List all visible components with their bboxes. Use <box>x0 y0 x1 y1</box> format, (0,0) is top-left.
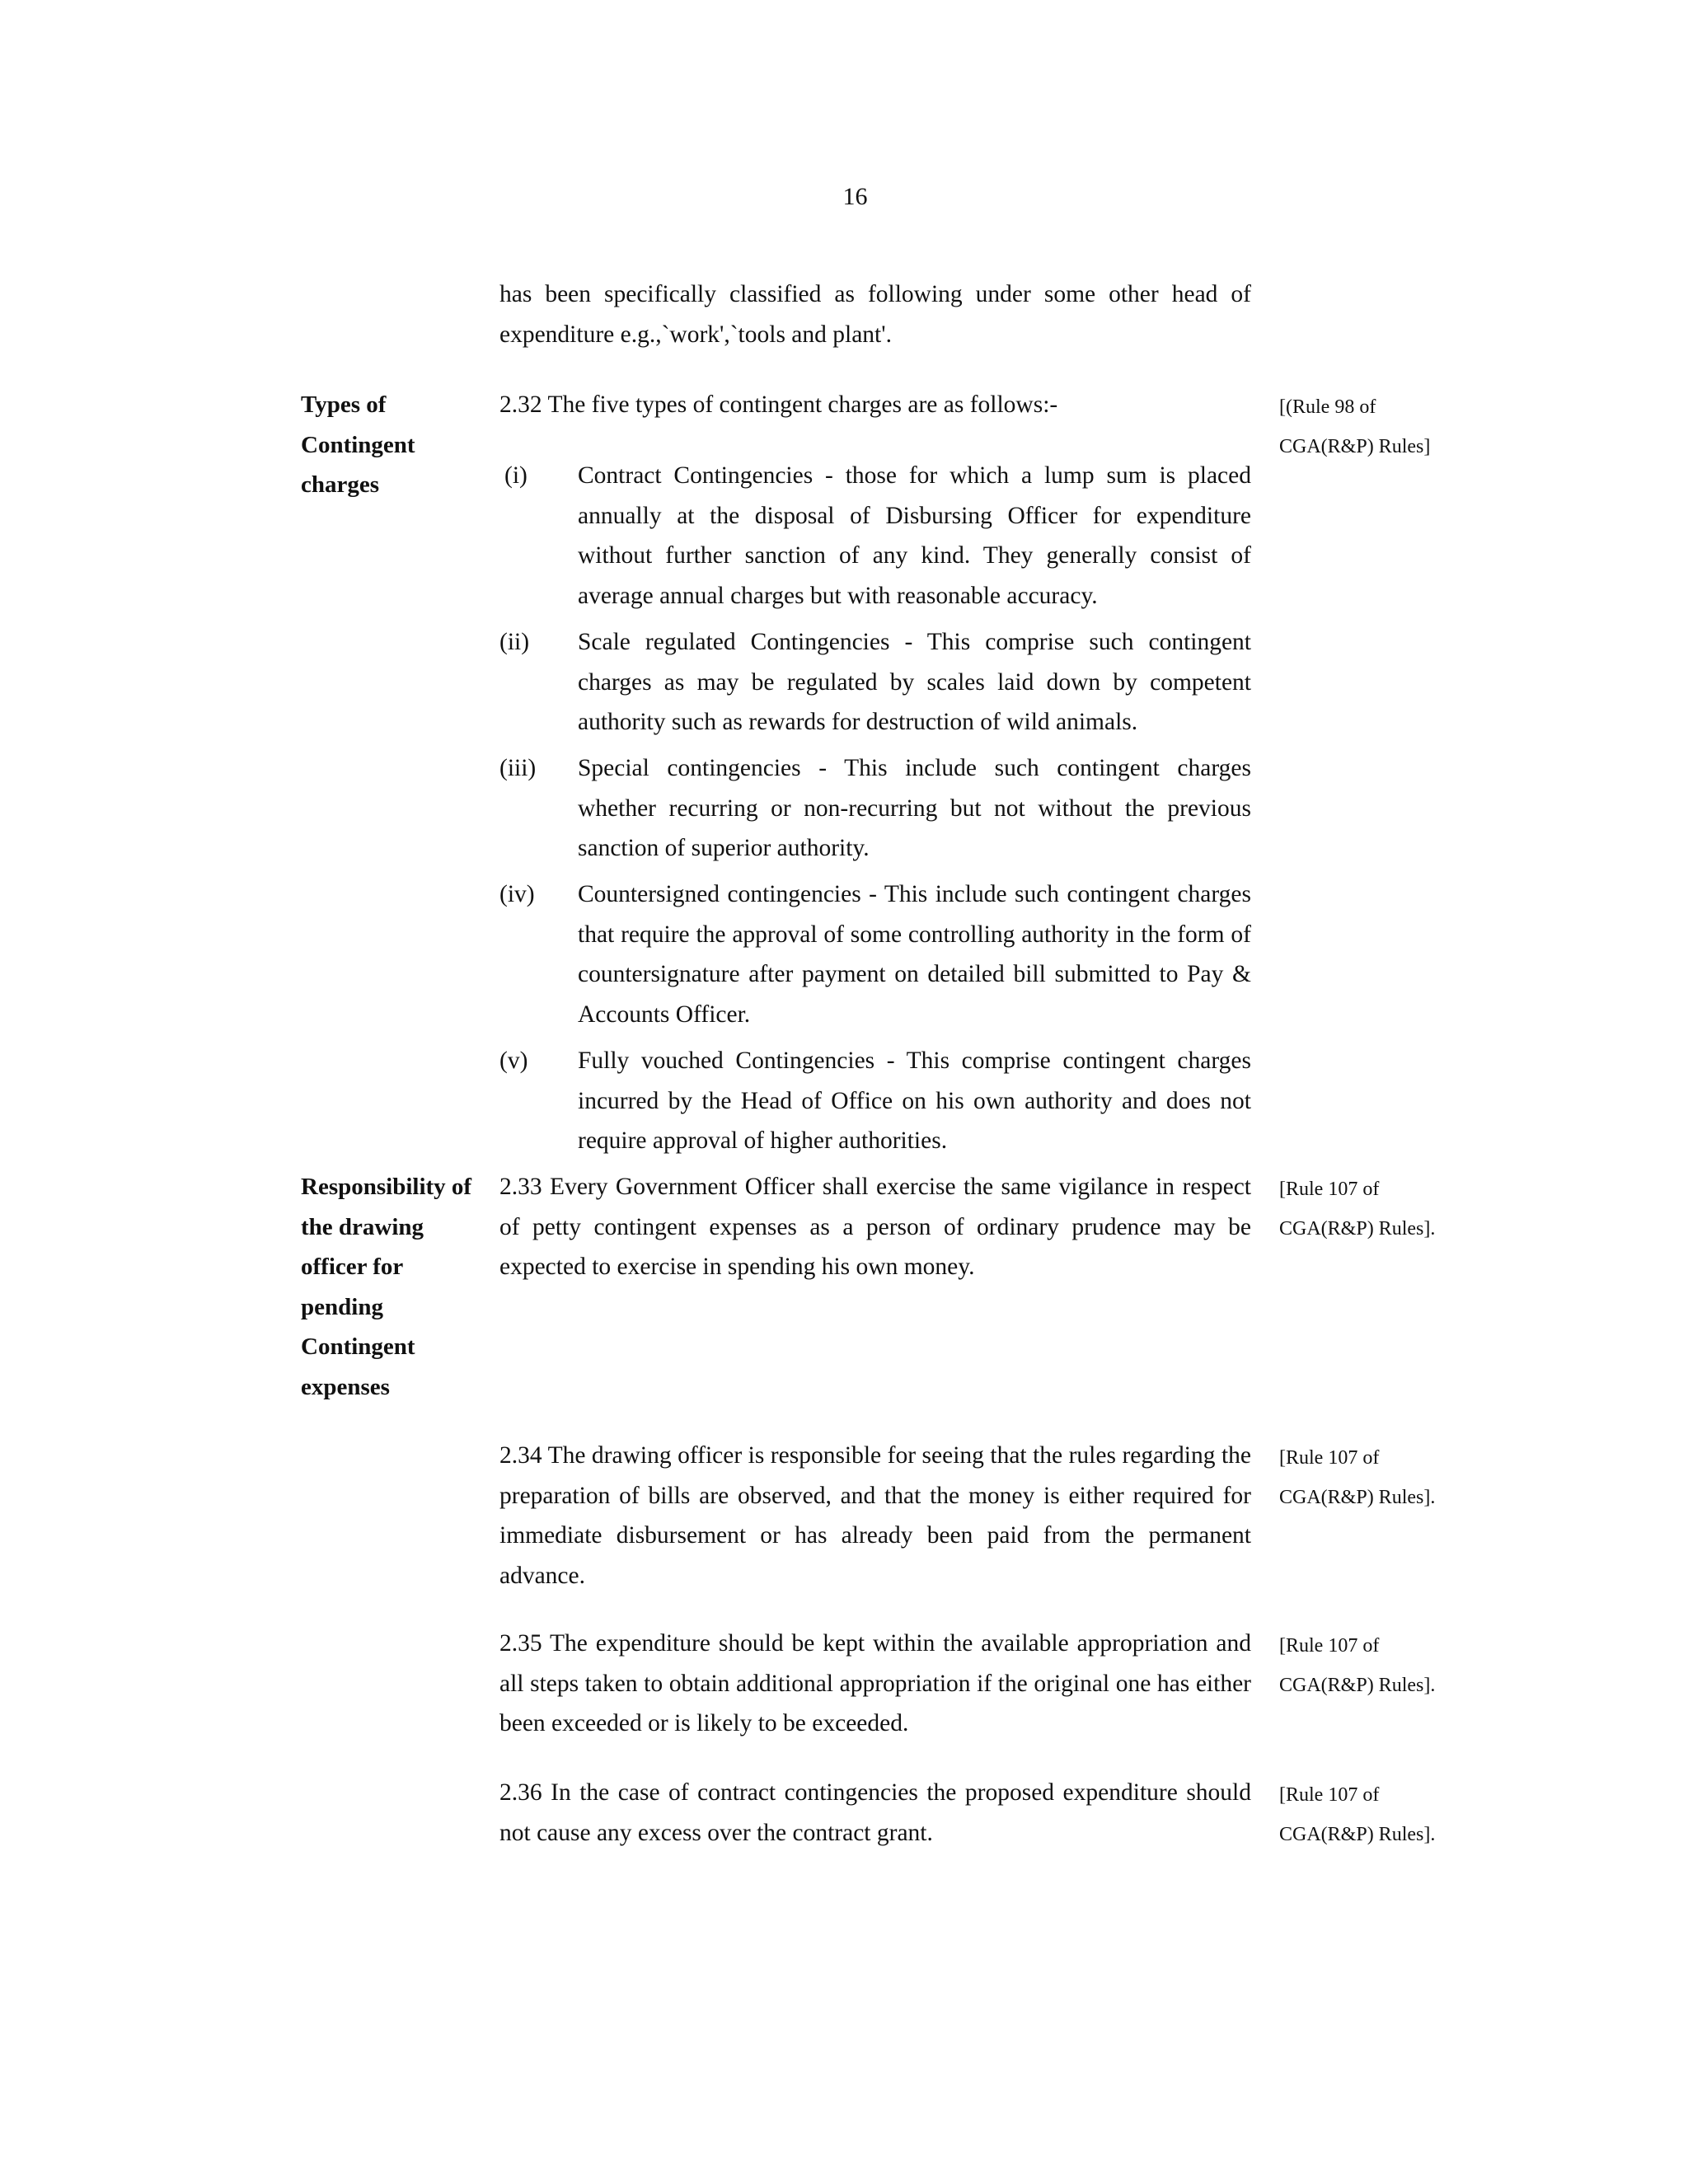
list-item-number: (ii) <box>499 629 530 655</box>
page-number: 16 <box>842 183 868 210</box>
list-item-number: (iv) <box>499 881 535 907</box>
rule-reference-2-32: [(Rule 98 of CGA(R&P) Rules] <box>1279 396 1431 457</box>
list-item-text: Contract Contingencies - those for which a lump sum is placed annually at the disposal of Disbursing Officer for expenditure without further sanction of any kind. They generally consist of average annual charges but with reasonable accuracy. <box>578 462 1251 609</box>
rule-reference-2-33: [Rule 107 of CGA(R&P) Rules]. <box>1279 1179 1436 1240</box>
sidenote-responsibility-of-drawing-officer: Responsibility of the drawing officer for pending Contingent expenses <box>301 1174 472 1400</box>
list-item-text: Scale regulated Contingencies - This comprise such contingent charges as may be regulated by scales laid down by competent authority such as rewards for destruction of wild animals. <box>578 629 1251 736</box>
list-item-text: Special contingencies - This include such contingent charges whether recurring or non-recurring but not without the previous sanction of superior authority. <box>578 755 1251 862</box>
paragraph-2-32: 2.32 The five types of contingent charges are as follows:- <box>499 391 1058 418</box>
paragraph-2-33: 2.33 Every Government Officer shall exercise the same vigilance in respect of petty contingent expenses as a person of ordinary prudence may be expected to exercise in spending his own money. <box>499 1174 1251 1281</box>
intro-paragraph: has been specifically classified as following under some other head of expenditure e.g.,`work',`tools and plant'. <box>499 281 1251 348</box>
list-item-text: Countersigned contingencies - This include such contingent charges that require the approval of some controlling authority in the form of countersignature after payment on detailed bill submitted to Pay & Accounts Officer. <box>578 881 1251 1028</box>
paragraph-2-36: 2.36 In the case of contract contingencies the proposed expenditure should not cause any excess over the contract grant. <box>499 1779 1251 1846</box>
list-item-number: (v) <box>499 1047 528 1074</box>
list-item-number: (i) <box>504 462 528 489</box>
rule-reference-2-34: [Rule 107 of CGA(R&P) Rules]. <box>1279 1447 1436 1508</box>
sidenote-types-of-contingent-charges: Types of Contingent charges <box>301 391 415 499</box>
rule-reference-2-36: [Rule 107 of CGA(R&P) Rules]. <box>1279 1784 1436 1845</box>
rule-reference-2-35: [Rule 107 of CGA(R&P) Rules]. <box>1279 1635 1436 1696</box>
list-item-text: Fully vouched Contingencies - This comprise contingent charges incurred by the Head of Office on his own authority and does not require approval of higher authorities. <box>578 1047 1251 1155</box>
list-item-number: (iii) <box>499 755 537 781</box>
paragraph-2-34: 2.34 The drawing officer is responsible for seeing that the rules regarding the preparation of bills are observed, and that the money is either required for immediate disbursement or has already been paid from the permanent advance. <box>499 1442 1251 1589</box>
paragraph-2-35: 2.35 The expenditure should be kept within the available appropriation and all steps taken to obtain additional appropriation if the original one has either been exceeded or is likely to be exceeded. <box>499 1630 1251 1737</box>
